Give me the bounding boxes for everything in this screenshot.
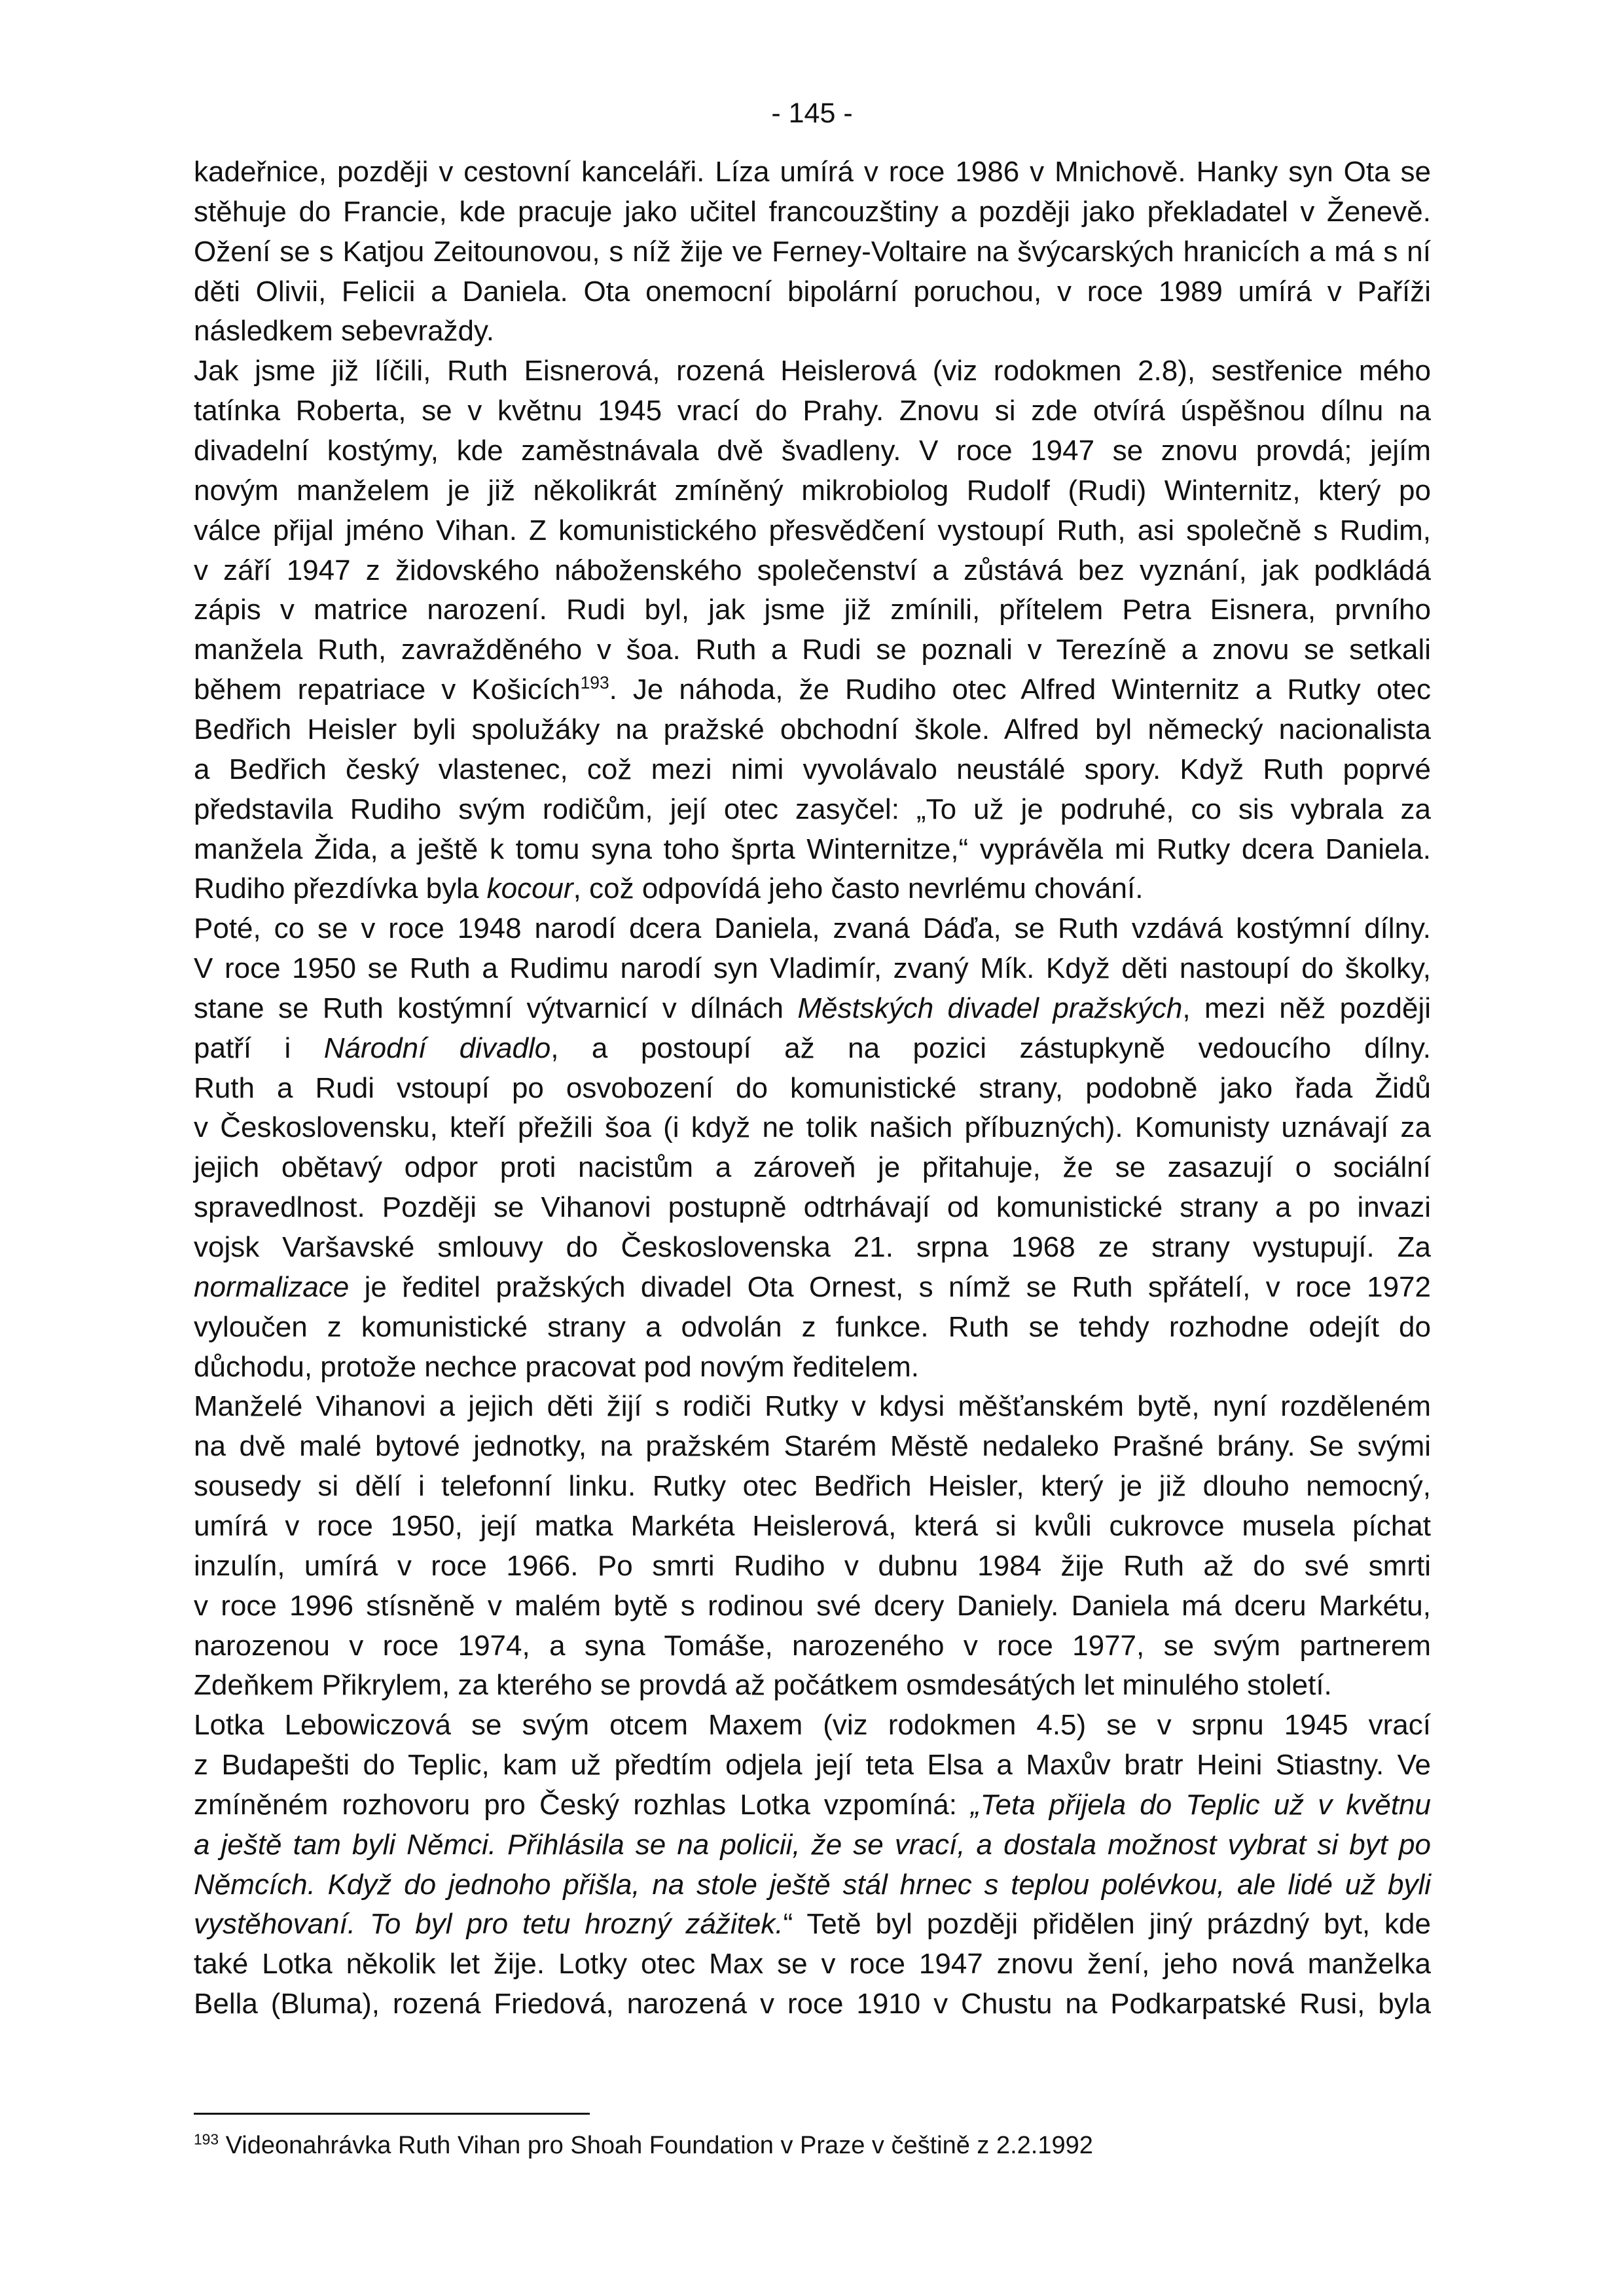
text-run: zápis v matrice narození. Rudi byl, jak jsme již zmínili, přítelem Petra Eisnera, prvního xyxy=(194,594,1431,626)
text-line xyxy=(194,1227,1431,1268)
italic-text: Národní divadlo xyxy=(323,1031,551,1064)
text-run: následkem sebevraždy. xyxy=(194,315,494,348)
text-line xyxy=(194,1586,1431,1626)
text-line xyxy=(194,670,1431,710)
text-line xyxy=(194,1068,1431,1109)
text-line xyxy=(194,1506,1431,1547)
text-line xyxy=(194,948,1431,989)
text-run: Zdeňkem Přikrylem, za kterého se provdá až počátkem osmdesátých let minulého století. xyxy=(194,1669,1332,1702)
text-line xyxy=(194,1865,1431,1905)
text-run: stěhuje do Francie, kde pracuje jako učitel francouzštiny a později jako překladatel v Ženevě. xyxy=(194,195,1431,228)
text-run: Bedřich Heisler byli spolužáky na pražské obchodní škole. Alfred byl německý nacionalista xyxy=(194,713,1431,745)
text-line xyxy=(194,1466,1431,1507)
text-line xyxy=(194,1626,1431,1666)
text-run: Ožení se s Katjou Zeitounovou, s níž žije ve Ferney-Voltaire na švýcarských hranicích a má s ní xyxy=(194,235,1431,268)
italic-text: vystěhovaní. To byl pro tetu hrozný zážitek. xyxy=(194,1908,784,1941)
text-run: během repatriace v Košicích xyxy=(194,673,581,706)
text-line xyxy=(194,988,1431,1029)
footnote-text: Videonahrávka Ruth Vihan pro Shoah Foundation v Praze v češtině z 2.2.1992 xyxy=(219,2132,1093,2159)
text-run: inzulín, umírá v roce 1966. Po smrti Rudiho v dubnu 1984 žije Ruth až do své smrti xyxy=(194,1549,1431,1582)
text-line xyxy=(194,1944,1431,1984)
text-run: kadeřnice, později v cestovní kanceláři. Líza umírá v roce 1986 v Mnichově. Hanky syn Ota se xyxy=(194,156,1431,188)
text-line xyxy=(194,471,1431,511)
text-run: Bella (Bluma), rozená Friedová, narozená v roce 1910 v Chustu na Podkarpatské Rusi, byla xyxy=(194,1988,1431,2020)
text-run: válce přijal jméno Vihan. Z komunistického přesvědčení vystoupí Ruth, asi společně s Rudim, xyxy=(194,514,1431,547)
text-run: sousedy si dělí i telefonní linku. Rutky otec Bedřich Heisler, který je již dlouho nemocný, xyxy=(194,1470,1431,1503)
text-run: patří i xyxy=(194,1031,324,1064)
text-run: . Je náhoda, že Rudiho otec Alfred Winternitz a Rutky otec xyxy=(609,673,1432,706)
text-line xyxy=(194,1785,1431,1825)
text-line xyxy=(194,1426,1431,1467)
page-number: - 145 - xyxy=(771,98,853,129)
text-line xyxy=(194,869,1431,909)
text-run: spravedlnost. Později se Vihanovi postupně odtrhávají od komunistické strany a po invazi xyxy=(194,1191,1431,1224)
italic-text: Němcích. Když do jednoho přišla, na stole ještě stál hrnec s teplou polévkou, ale lidé už byli xyxy=(194,1868,1431,1901)
text-line xyxy=(194,1386,1431,1427)
text-run: na dvě malé bytové jednotky, na pražském Starém Městě nedaleko Prašné brány. Se svými xyxy=(194,1430,1431,1463)
text-line xyxy=(194,1745,1431,1785)
text-line xyxy=(194,1984,1431,2024)
text-line xyxy=(194,431,1431,471)
text-line xyxy=(194,1307,1431,1348)
text-run: tatínka Roberta, se v květnu 1945 vrací do Prahy. Znovu si zde otvírá úspěšnou dílnu na xyxy=(194,395,1431,427)
text-line xyxy=(194,351,1431,391)
text-run: divadelní kostýmy, kde zaměstnávala dvě švadleny. V roce 1947 se znovu provdá; jejím xyxy=(194,435,1431,467)
text-line xyxy=(194,1347,1431,1388)
text-run: manžela Ruth, zavražděného v šoa. Ruth a Rudi se poznali v Terezíně a znovu se setkali xyxy=(194,634,1431,666)
text-run: a Bedřich český vlastenec, což mezi nimi vyvolávalo neustálé spory. Když Ruth poprvé xyxy=(194,753,1431,785)
text-run: z Budapešti do Teplic, kam už předtím odjela její teta Elsa a Maxův bratr Heini Stiastny. Ve xyxy=(194,1749,1431,1781)
italic-text: kocour xyxy=(486,872,573,905)
text-run: zmíněném rozhovoru pro Český rozhlas Lotka vzpomíná: xyxy=(194,1788,971,1821)
text-line xyxy=(194,749,1431,790)
text-run: , mezi něž později xyxy=(1182,992,1431,1024)
text-line xyxy=(194,550,1431,591)
italic-text: a ještě tam byli Němci. Přihlásila se na policii, že se vrací, a dostala možnost vybrat si byt po xyxy=(194,1828,1431,1861)
text-line xyxy=(194,232,1431,272)
text-run: Ruth a Rudi vstoupí po osvobození do komunistické strany, podobně jako řada Židů xyxy=(194,1071,1431,1104)
text-line xyxy=(194,391,1431,431)
text-line xyxy=(194,1904,1431,1945)
text-run: je ředitel pražských divadel Ota Ornest, s nímž se Ruth spřátelí, v roce 1972 xyxy=(349,1270,1431,1303)
text-run: v Československu, kteří přežili šoa (i když ne tolik našich příbuzných). Komunisty uznávají za xyxy=(194,1111,1431,1144)
text-run: stane se Ruth kostýmní výtvarnicí v dílnách xyxy=(194,992,798,1024)
footnote-separator xyxy=(194,2113,590,2115)
italic-text: Městských divadel pražských xyxy=(797,992,1183,1024)
text-run: v září 1947 z židovského náboženského společenství a zůstává bez vyznání, jak podkládá xyxy=(194,554,1431,586)
footnote-reference[interactable]: 193 xyxy=(580,673,609,693)
text-line xyxy=(194,829,1431,870)
text-line xyxy=(194,1546,1431,1587)
text-line xyxy=(194,192,1431,232)
text-run: důchodu, protože nechce pracovat pod novým ředitelem. xyxy=(194,1350,919,1383)
text-line xyxy=(194,789,1431,830)
text-run: narozenou v roce 1974, a syna Tomáše, narozeného v roce 1977, se svým partnerem xyxy=(194,1629,1431,1662)
text-line xyxy=(194,1187,1431,1228)
text-line xyxy=(194,272,1431,312)
italic-text: „Teta přijela do Teplic už v květnu xyxy=(971,1788,1431,1821)
text-line xyxy=(194,590,1431,630)
text-run: V roce 1950 se Ruth a Rudimu narodí syn Vladimír, zvaný Mík. Když děti nastoupí do školky, xyxy=(194,952,1431,984)
text-line xyxy=(194,1705,1431,1746)
text-run: Poté, co se v roce 1948 narodí dcera Daniela, zvaná Dáďa, se Ruth vzdává kostýmní dílny. xyxy=(194,912,1431,945)
text-run: v roce 1996 stísněně v malém bytě s rodinou své dcery Daniely. Daniela má dceru Markétu, xyxy=(194,1589,1431,1622)
text-run: děti Olivii, Felicii a Daniela. Ota onemocní bipolární poruchou, v roce 1989 umírá v Paříži xyxy=(194,275,1431,308)
text-line xyxy=(194,1107,1431,1148)
text-run: také Lotka několik let žije. Lotky otec Max se v roce 1947 znovu žení, jeho nová manželka xyxy=(194,1948,1431,1981)
text-line xyxy=(194,908,1431,949)
text-line xyxy=(194,1147,1431,1188)
text-line xyxy=(194,1267,1431,1308)
text-run: Lotka Lebowiczová se svým otcem Maxem (viz rodokmen 4.5) se v srpnu 1945 vrací xyxy=(194,1709,1431,1742)
text-run: Jak jsme již líčili, Ruth Eisnerová, rozená Heislerová (viz rodokmen 2.8), sestřenice mého xyxy=(194,355,1431,387)
text-run: , a postoupí až na pozici zástupkyně vedoucího dílny. xyxy=(550,1031,1431,1064)
text-run: Manželé Vihanovi a jejich děti žijí s rodiči Rutky v kdysi měšťanském bytě, nyní rozděleném xyxy=(194,1390,1431,1423)
text-run: umírá v roce 1950, její matka Markéta Heislerová, která si kvůli cukrovce musela píchat xyxy=(194,1509,1431,1542)
text-run: jejich obětavý odpor proti nacistům a zároveň je přitahuje, že se zasazují o sociální xyxy=(194,1151,1431,1184)
text-line xyxy=(194,511,1431,551)
text-run: novým manželem je již několikrát zmíněný mikrobiolog Rudolf (Rudi) Winternitz, který po xyxy=(194,474,1431,507)
text-run: vojsk Varšavské smlouvy do Československa 21. srpna 1968 ze strany vystupují. Za xyxy=(194,1231,1431,1263)
italic-text: normalizace xyxy=(194,1270,350,1303)
text-line xyxy=(194,630,1431,670)
text-run: “ Tetě byl později přidělen jiný prázdný byt, kde xyxy=(783,1908,1431,1941)
footnote-number: 193 xyxy=(194,2130,219,2148)
text-line xyxy=(194,1665,1431,1706)
text-line xyxy=(194,152,1431,192)
text-run: vyloučen z komunistické strany a odvolán z funkce. Ruth se tehdy rozhodne odejít do xyxy=(194,1310,1431,1343)
text-line xyxy=(194,709,1431,750)
text-line xyxy=(194,1825,1431,1865)
footnote xyxy=(194,2127,1431,2164)
text-line xyxy=(194,1028,1431,1069)
text-line xyxy=(194,311,1431,351)
text-run: představila Rudiho svým rodičům, její otec zasyčel: „To už je podruhé, co sis vybrala za xyxy=(194,793,1431,825)
text-run: , což odpovídá jeho často nevrlému chování. xyxy=(573,872,1144,905)
text-run: manžela Žida, a ještě k tomu syna toho šprta Winternitze,“ vyprávěla mi Rutky dcera Daniela. xyxy=(194,833,1431,865)
text-run: Rudiho přezdívka byla xyxy=(194,872,487,905)
